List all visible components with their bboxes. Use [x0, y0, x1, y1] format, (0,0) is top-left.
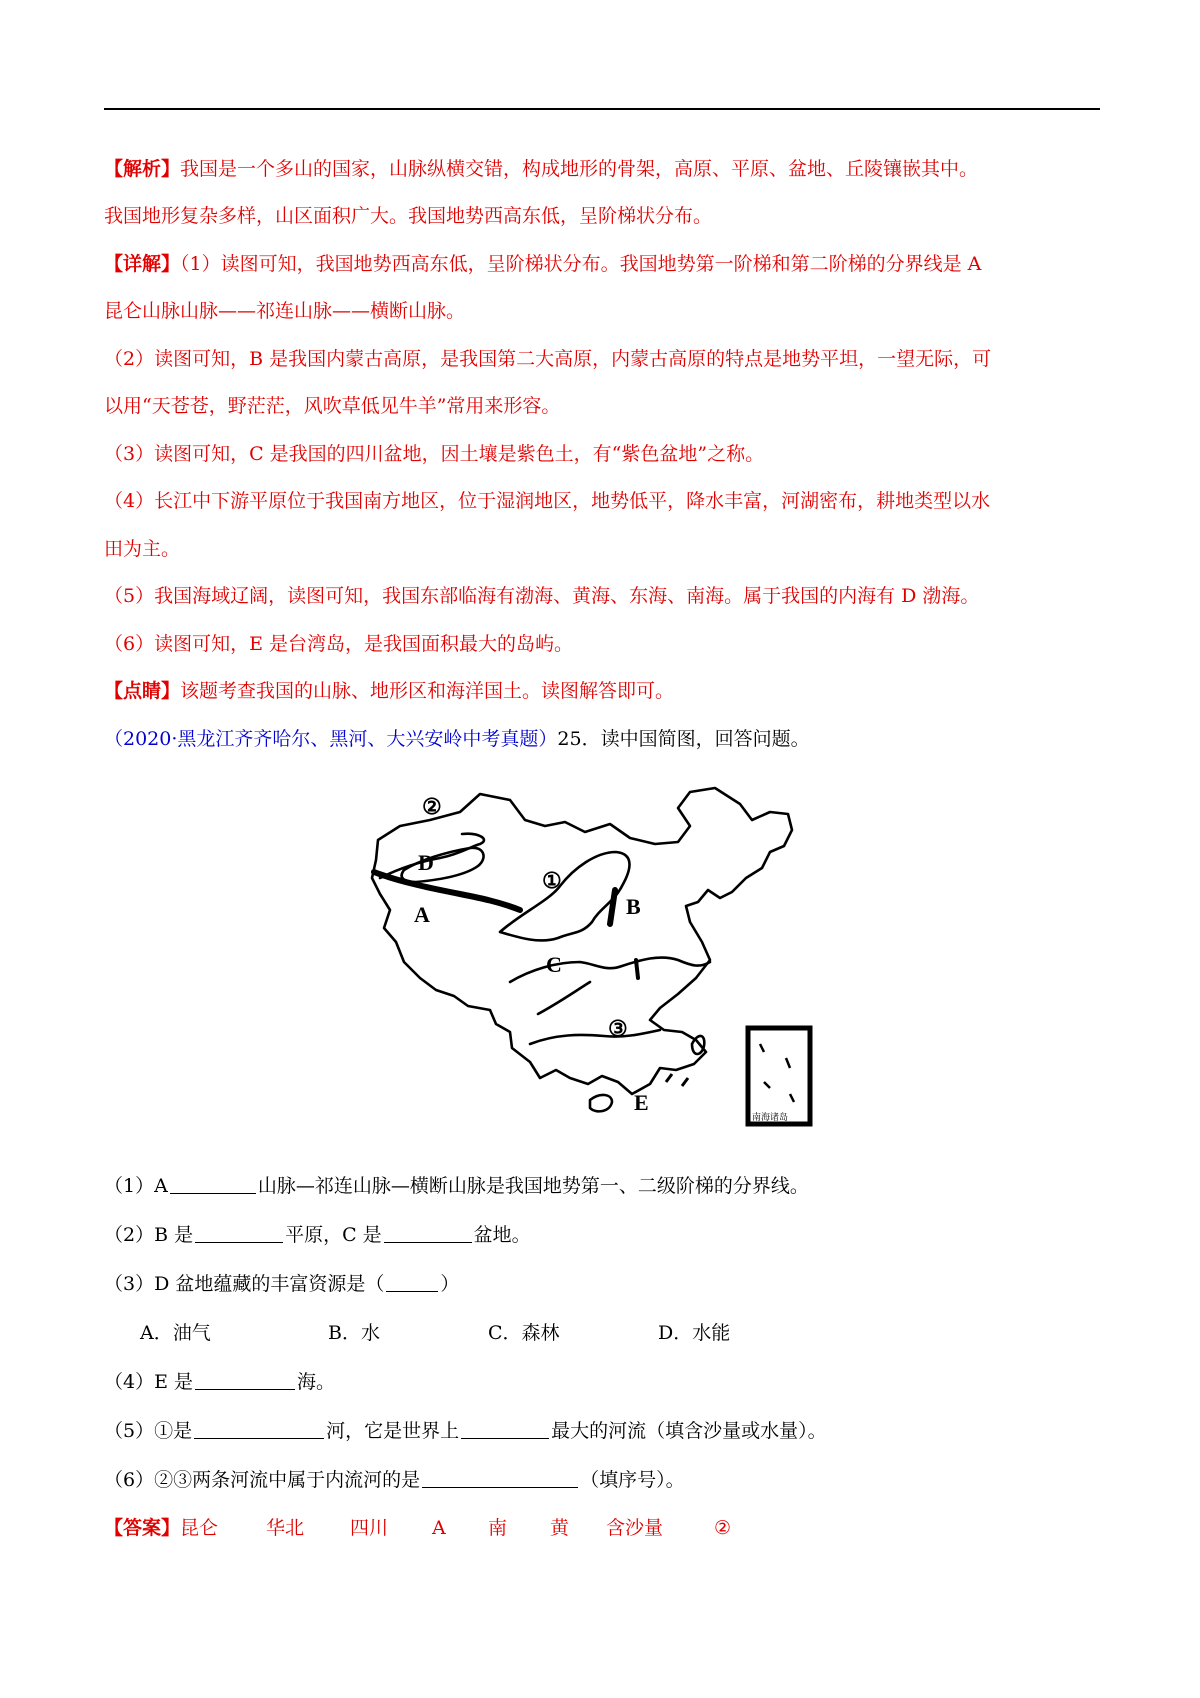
- detail-p2-line1: （2）读图可知，B 是我国内蒙古高原，是我国第二大高原，内蒙古高原的特点是地势平坦，一望无际，可: [104, 348, 992, 370]
- answer-item: 昆仑: [180, 1517, 219, 1539]
- map-label-r1: ①: [542, 868, 562, 893]
- q3-options: [140, 1320, 730, 1346]
- tarim-basin: [402, 848, 484, 882]
- answer-tag: 【答案】: [104, 1517, 181, 1539]
- question-stem-line: [104, 726, 810, 752]
- option-letter: A．: [140, 1322, 173, 1344]
- option-letter: C．: [488, 1322, 522, 1344]
- hainan-island: [590, 1095, 612, 1111]
- pearl-river: [530, 1030, 660, 1044]
- q4-line: [104, 1369, 335, 1395]
- answer-item: 含沙量: [606, 1517, 664, 1539]
- option-letter: D．: [658, 1322, 693, 1344]
- detail-p2-line2: 以用“天苍苍，野茫茫，风吹草低见牛羊”常用来形容。: [104, 395, 561, 417]
- option-B[interactable]: [328, 1320, 488, 1346]
- q1-blank[interactable]: [170, 1173, 256, 1194]
- q5-line: [104, 1418, 827, 1444]
- question-stem: 25．读中国简图，回答问题。: [557, 728, 810, 750]
- option-letter: B．: [328, 1322, 361, 1344]
- q1-pre: （1）A: [104, 1175, 168, 1197]
- china-outline: [372, 788, 792, 1094]
- q5-pre: （5）①是: [104, 1420, 193, 1442]
- q2-blank-1[interactable]: [195, 1222, 283, 1243]
- q5-mid: 河，它是世界上: [326, 1420, 460, 1442]
- detail-p5: （5）我国海域辽阔，读图可知，我国东部临海有渤海、黄海、东海、南海。属于我国的内海有 D 渤海。: [104, 585, 980, 607]
- answer-item: ②: [714, 1517, 732, 1539]
- analysis-line-2: 我国地形复杂多样，山区面积广大。我国地势西高东低，呈阶梯状分布。: [104, 205, 713, 227]
- detail-p1-line2: 昆仑山脉山脉——祁连山脉——横断山脉。: [104, 300, 466, 322]
- map-label-r2: ②: [422, 794, 442, 819]
- yangtze-river: [510, 958, 710, 982]
- q5-blank-2[interactable]: [461, 1418, 549, 1439]
- analysis-text-1: 我国是一个多山的国家，山脉纵横交错，构成地形的骨架，高原、平原、盆地、丘陵镶嵌其中。: [180, 158, 979, 180]
- answer-item: 黄: [550, 1517, 570, 1539]
- detail-p4-line2: 田为主。: [104, 538, 181, 560]
- south-china-sea-inset: [748, 1028, 810, 1124]
- map-label-C: C: [546, 952, 562, 977]
- q6-post: （填序号）。: [580, 1469, 685, 1491]
- q6-line: [104, 1467, 685, 1493]
- question-source: （2020·黑龙江齐齐哈尔、黑河、大兴安岭中考真题）: [104, 728, 558, 750]
- point-tag: 【点睛】: [104, 680, 181, 702]
- q3-line: [104, 1271, 459, 1297]
- q2-mid: 平原，C 是: [285, 1224, 382, 1246]
- q2-line: [104, 1222, 531, 1248]
- header-rule: [104, 108, 1100, 110]
- answer-item: 四川: [350, 1517, 389, 1539]
- q1-line: [104, 1173, 809, 1199]
- q2-post: 盆地。: [473, 1224, 531, 1246]
- q6-pre: （6）②③两条河流中属于内流河的是: [104, 1469, 421, 1491]
- yellow-river: [500, 852, 630, 940]
- q2-blank-2[interactable]: [384, 1222, 472, 1243]
- point-text: 该题考查我国的山脉、地形区和海洋国土。读图解答即可。: [180, 680, 675, 702]
- q4-pre: （4）E 是: [104, 1371, 193, 1393]
- detail-tag: 【详解】: [104, 253, 181, 275]
- q3-post: ）: [440, 1273, 460, 1295]
- q3-pre: （3）D 盆地蕴藏的丰富资源是（: [104, 1273, 385, 1295]
- map-label-A: A: [414, 902, 430, 927]
- q2-pre: （2）B 是: [104, 1224, 194, 1246]
- answer-item: 南: [488, 1517, 508, 1539]
- map-label-E: E: [634, 1090, 649, 1115]
- q3-blank[interactable]: [386, 1271, 438, 1292]
- answer-item: A: [432, 1517, 446, 1539]
- taiwan-island: [692, 1036, 704, 1054]
- taihang-line: [610, 890, 615, 924]
- inset-label: 南海诸岛: [752, 1112, 789, 1122]
- map-label-D: D: [418, 850, 434, 875]
- option-D[interactable]: [658, 1320, 730, 1346]
- detail-p1-line1: （1）读图可知，我国地势西高东低，呈阶梯状分布。我国地势第一阶梯和第二阶梯的分界线是 A: [180, 253, 982, 275]
- detail-p6: （6）读图可知，E 是台湾岛，是我国面积最大的岛屿。: [104, 633, 573, 655]
- point-line: [104, 678, 674, 704]
- china-map: [360, 782, 840, 1130]
- analysis-tag: 【解析】: [104, 158, 181, 180]
- option-text: 森林: [521, 1322, 560, 1344]
- option-C[interactable]: [488, 1320, 658, 1346]
- q6-blank[interactable]: [422, 1467, 578, 1488]
- q5-post: 最大的河流（填含沙量或水量）。: [551, 1420, 827, 1442]
- map-label-B: B: [626, 894, 641, 919]
- analysis-line-1: [104, 156, 978, 182]
- detail-line-1: [104, 251, 981, 277]
- option-text: 水: [360, 1322, 380, 1344]
- option-text: 油气: [172, 1322, 211, 1344]
- map-label-r3: ③: [608, 1016, 628, 1041]
- q4-blank[interactable]: [195, 1369, 295, 1390]
- answer-item: 华北: [266, 1517, 305, 1539]
- option-A[interactable]: [140, 1320, 328, 1346]
- answer-line: [104, 1515, 731, 1541]
- q1-post: 山脉—祁连山脉—横断山脉是我国地势第一、二级阶梯的分界线。: [257, 1175, 809, 1197]
- detail-p3: （3）读图可知，C 是我国的四川盆地，因土壤是紫色土，有“紫色盆地”之称。: [104, 443, 765, 465]
- q4-post: 海。: [297, 1371, 336, 1393]
- q5-blank-1[interactable]: [194, 1418, 324, 1439]
- detail-p4-line1: （4）长江中下游平原位于我国南方地区，位于湿润地区，地势低平，降水丰富，河湖密布，耕地类型以水: [104, 490, 991, 512]
- option-text: 水能: [692, 1322, 731, 1344]
